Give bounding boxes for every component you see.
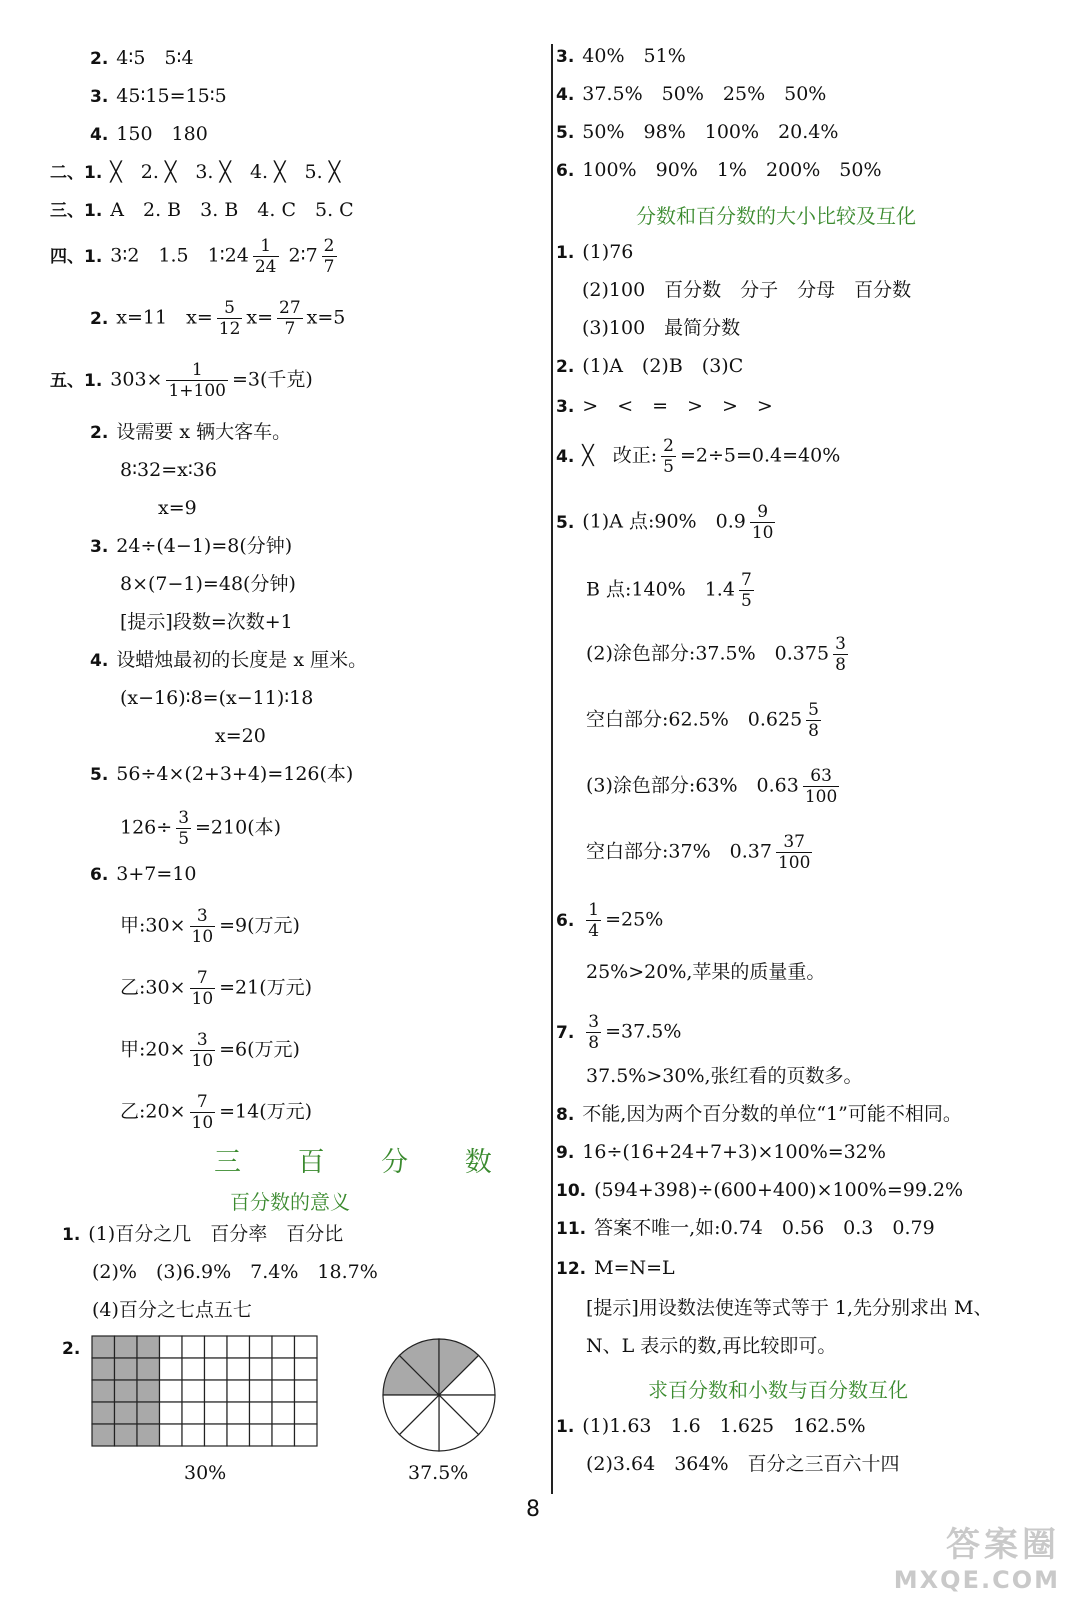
fraction: $\frac{5}{12}$ — [218, 298, 241, 339]
fraction: $\frac{3}{10}$ — [191, 1030, 214, 1071]
grid-cell — [182, 1336, 205, 1358]
answer-line: 4. 37.5% 50% 25% 50% — [556, 83, 827, 105]
answer-line: 25%>20%,苹果的质量重。 — [586, 961, 826, 983]
grid-cell — [160, 1336, 183, 1358]
answer-line: 4. ╳ 改正: $\frac{2}{5}$ =2÷5=0.4=40% — [556, 436, 841, 477]
answer-line: 二、1. ╳ 2. ╳ 3. ╳ 4. ╳ 5. ╳ — [50, 161, 341, 183]
fraction: $\frac{37}{100}$ — [777, 832, 811, 873]
grid-cell — [250, 1424, 273, 1446]
grid-cell — [295, 1358, 318, 1380]
grid-cell — [115, 1402, 138, 1424]
fraction: $\frac{3}{10}$ — [191, 906, 214, 947]
answer-line: 乙:20× $\frac{7}{10}$ =14(万元) — [120, 1092, 313, 1133]
grid-cell — [92, 1380, 115, 1402]
column-divider — [551, 44, 553, 1494]
grid-cell — [92, 1358, 115, 1380]
watermark-url: MXQE.COM — [893, 1566, 1060, 1594]
hint-line: [提示]用设数法使连等式等于 1,先分别求出 M、 — [586, 1297, 993, 1319]
grid-cell — [160, 1402, 183, 1424]
grid-cell — [295, 1380, 318, 1402]
answer-line: 5. 56÷4×(2+3+4)=126(本) — [90, 763, 354, 785]
answer-line: (x−16)∶8=(x−11)∶18 — [120, 687, 314, 709]
answer-line: (4)百分之七点五七 — [92, 1299, 252, 1321]
fraction: $\frac{2}{7}$ — [323, 236, 335, 277]
answer-line: 3. 40% 51% — [556, 45, 686, 67]
grid-cell — [272, 1380, 295, 1402]
fraction: $\frac{1}{4}$ — [588, 900, 600, 941]
answer-line: (2)3.64 364% 百分之三百六十四 — [586, 1453, 900, 1475]
fraction: $\frac{5}{8}$ — [808, 700, 819, 741]
answer-line: 2. — [62, 1339, 81, 1359]
answer-line: 2. 设需要 x 辆大客车。 — [90, 421, 292, 443]
section-title: 三 百 分 数 — [214, 1147, 516, 1178]
pie-caption: 37.5% — [408, 1462, 469, 1484]
grid-cell — [250, 1336, 273, 1358]
grid-cell — [137, 1424, 160, 1446]
grid-cell — [115, 1358, 138, 1380]
grid-cell — [272, 1424, 295, 1446]
grid-cell — [250, 1358, 273, 1380]
grid-cell — [227, 1380, 250, 1402]
answer-line: (2)% (3)6.9% 7.4% 18.7% — [92, 1261, 378, 1283]
grid-cell — [160, 1380, 183, 1402]
answer-line: (2)100 百分数 分子 分母 百分数 — [582, 279, 912, 301]
grid-cell — [92, 1402, 115, 1424]
answer-line: 3. 45∶15=15∶5 — [90, 85, 227, 107]
answer-line: 2. 4∶5 5∶4 — [90, 47, 194, 69]
grid-caption: 30% — [184, 1462, 227, 1484]
grid-cell — [295, 1336, 318, 1358]
answer-line: 126÷ $\frac{3}{5}$ =210(本) — [120, 808, 282, 849]
grid-cell — [205, 1424, 228, 1446]
answer-line: 1. (1)1.63 1.6 1.625 162.5% — [556, 1415, 866, 1437]
answer-line: 1. (1)76 — [556, 241, 634, 263]
answer-line: x=20 — [215, 725, 266, 747]
grid-cell — [92, 1336, 115, 1358]
hint-line: N、L 表示的数,再比较即可。 — [586, 1335, 837, 1357]
grid-cell — [205, 1358, 228, 1380]
grid-cell — [295, 1402, 318, 1424]
fraction: $\frac{3}{8}$ — [835, 634, 846, 675]
answer-line: (3)涂色部分:63% 0.63 $\frac{63}{100}$ — [586, 766, 838, 807]
grid-cell — [137, 1336, 160, 1358]
grid-cell — [295, 1424, 318, 1446]
answer-line: B 点:140% 1.4 $\frac{7}{5}$ — [586, 570, 752, 611]
grid-cell — [160, 1424, 183, 1446]
percent-pie — [378, 1334, 500, 1456]
grid-cell — [250, 1402, 273, 1424]
answer-line: 37.5%>30%,张红看的页数多。 — [586, 1065, 863, 1087]
fraction: $\frac{7}{10}$ — [191, 1092, 214, 1133]
answer-line: 12. M=N=L — [556, 1257, 675, 1279]
watermark — [894, 1517, 1060, 1594]
grid-cell — [272, 1358, 295, 1380]
grid-cell — [137, 1380, 160, 1402]
fraction: $\frac{3}{8}$ — [588, 1012, 600, 1053]
answer-line: 2. x=11 x= $\frac{5}{12}$ x= $\frac{27}{7}$ x=5 — [90, 298, 346, 339]
answer-line: 6. 3+7=10 — [90, 863, 197, 885]
answer-line: 空白部分:37% 0.37 $\frac{37}{100}$ — [586, 832, 811, 873]
grid-cell — [227, 1358, 250, 1380]
fraction: $\frac{1}{24}$ — [254, 236, 277, 277]
answer-line: 9. 16÷(16+24+7+3)×100%=32% — [556, 1141, 886, 1163]
grid-cell — [272, 1336, 295, 1358]
answer-line: 甲:20× $\frac{3}{10}$ =6(万元) — [120, 1030, 300, 1071]
answer-line: (2)涂色部分:37.5% 0.375 $\frac{3}{8}$ — [586, 634, 846, 675]
fraction: $\frac{1}{1+100}$ — [168, 360, 226, 401]
answer-line: 10. (594+398)÷(600+400)×100%=99.2% — [556, 1179, 964, 1201]
answer-line: 8. 不能,因为两个百分数的单位“1”可能不相同。 — [556, 1103, 962, 1125]
answer-line: 3. 24÷(4−1)=8(分钟) — [90, 535, 293, 557]
grid-cell — [227, 1424, 250, 1446]
watermark-logo: 答案圈 — [946, 1525, 1060, 1565]
grid-cell — [137, 1358, 160, 1380]
answer-line: 5. 50% 98% 100% 20.4% — [556, 121, 839, 143]
answer-line: 6. $\frac{1}{4}$ =25% — [556, 900, 664, 941]
section-heading: 分数和百分数的大小比较及互化 — [636, 204, 916, 228]
hint-line: [提示]段数=次数+1 — [120, 611, 293, 633]
grid-cell — [92, 1424, 115, 1446]
fraction: $\frac{7}{10}$ — [191, 968, 214, 1009]
grid-cell — [227, 1402, 250, 1424]
answer-line: 6. 100% 90% 1% 200% 50% — [556, 159, 882, 181]
fraction: $\frac{63}{100}$ — [804, 766, 838, 807]
answer-line: 5. (1)A 点:90% 0.9 $\frac{9}{10}$ — [556, 502, 774, 543]
answer-line: x=9 — [158, 497, 197, 519]
answer-line: 4. 150 180 — [90, 123, 208, 145]
grid-cell — [182, 1380, 205, 1402]
grid-cell — [137, 1402, 160, 1424]
grid-cell — [205, 1380, 228, 1402]
answer-line: 11. 答案不唯一,如:0.74 0.56 0.3 0.79 — [556, 1217, 935, 1239]
grid-cell — [115, 1336, 138, 1358]
answer-line: 7. $\frac{3}{8}$ =37.5% — [556, 1012, 682, 1053]
fraction: $\frac{7}{5}$ — [740, 570, 752, 611]
fraction: $\frac{9}{10}$ — [751, 502, 774, 543]
answer-line: 甲:30× $\frac{3}{10}$ =9(万元) — [120, 906, 300, 947]
answer-line: 4. 设蜡烛最初的长度是 x 厘米。 — [90, 649, 368, 671]
answer-line: 四、1. 3∶2 1.5 1∶24 $\frac{1}{24}$ 2∶7 $\frac{2}{7}$ — [50, 236, 335, 277]
grid-cell — [205, 1402, 228, 1424]
answer-line: (3)100 最简分数 — [582, 317, 741, 339]
fraction: $\frac{2}{5}$ — [663, 436, 674, 477]
grid-cell — [160, 1358, 183, 1380]
section-heading: 求百分数和小数与百分数互化 — [648, 1378, 908, 1402]
answer-line: 8∶32=x∶36 — [120, 459, 217, 481]
fraction: $\frac{3}{5}$ — [178, 808, 190, 849]
answer-line: 1. (1)百分之几 百分率 百分比 — [62, 1223, 344, 1245]
percent-grid — [90, 1334, 322, 1450]
answer-line: 空白部分:62.5% 0.625 $\frac{5}{8}$ — [586, 700, 819, 741]
grid-cell — [205, 1336, 228, 1358]
grid-cell — [182, 1402, 205, 1424]
answer-line: 五、1. 303× $\frac{1}{1+100}$ =3(千克) — [50, 360, 313, 401]
subsection-heading: 百分数的意义 — [230, 1190, 350, 1214]
page-number: 8 — [526, 1497, 540, 1522]
answer-line: 3. > < = > > > — [556, 395, 773, 417]
grid-cell — [182, 1358, 205, 1380]
answer-line: 三、1. A 2. B 3. B 4. C 5. C — [50, 199, 354, 221]
grid-cell — [272, 1402, 295, 1424]
answer-line: 8×(7−1)=48(分钟) — [120, 573, 296, 595]
answer-line: 2. (1)A (2)B (3)C — [556, 355, 744, 377]
fraction: $\frac{27}{7}$ — [279, 298, 301, 339]
grid-cell — [182, 1424, 205, 1446]
grid-cell — [115, 1380, 138, 1402]
answer-line: 乙:30× $\frac{7}{10}$ =21(万元) — [120, 968, 313, 1009]
grid-cell — [250, 1380, 273, 1402]
grid-cell — [115, 1424, 138, 1446]
grid-cell — [227, 1336, 250, 1358]
